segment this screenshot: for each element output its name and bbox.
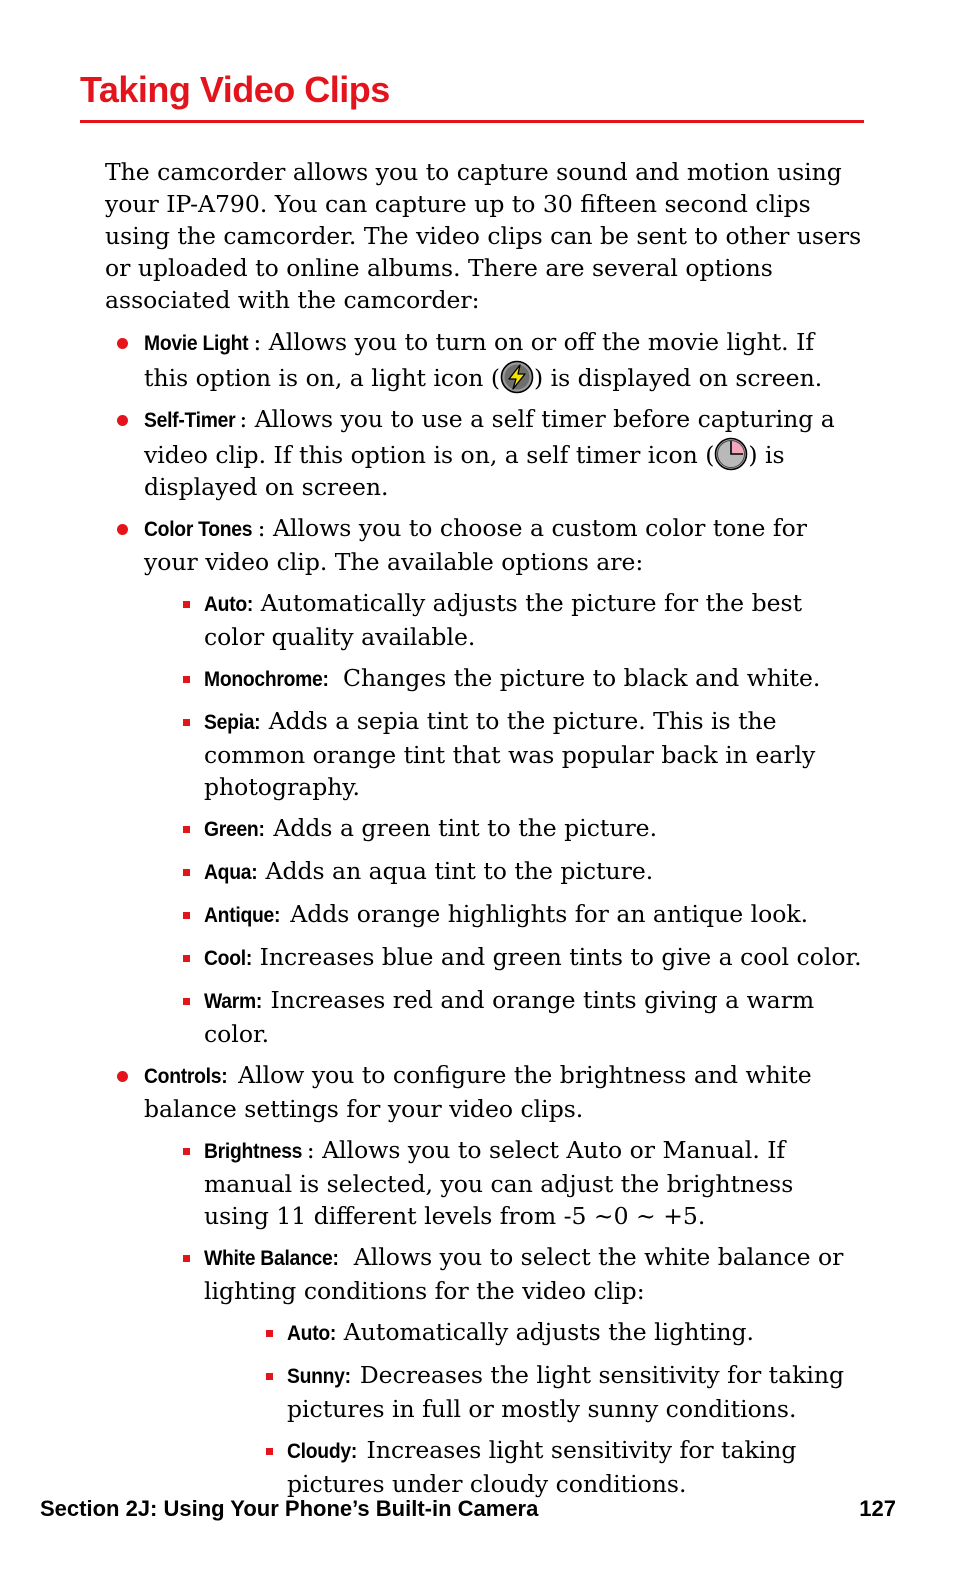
term: Sepia:	[204, 711, 261, 734]
sub-sub-item	[144, 1434, 865, 1500]
page-number: 127	[859, 1496, 896, 1521]
sub-item	[144, 1134, 865, 1232]
bullet	[183, 826, 190, 833]
term-movie-light: Movie Light	[144, 332, 249, 355]
sub-sub-item	[144, 1316, 865, 1350]
bullet	[117, 1071, 128, 1082]
item-text: Increases light sensitivity for taking pictures under cloudy conditions.	[287, 1436, 797, 1498]
list-item-movie-light	[105, 326, 865, 394]
item-text: Increases blue and green tints to give a cool color.	[252, 943, 862, 971]
lightning-bolt-icon	[500, 360, 534, 394]
term: Sunny:	[287, 1365, 351, 1388]
bullet	[183, 676, 190, 683]
item-text: Adds a sepia tint to the picture. This is the common orange tint that was popular back in early photography.	[204, 707, 816, 801]
bullet	[183, 912, 190, 919]
option-list	[105, 326, 865, 1500]
bullet	[266, 1373, 273, 1380]
bullet	[266, 1448, 273, 1455]
term: Monochrome:	[204, 668, 329, 691]
bullet	[266, 1330, 273, 1337]
color-tones-sublist	[144, 587, 865, 1050]
intro-paragraph: The camcorder allows you to capture sound and motion using your IP-A790. You can capture up to 30 fifteen second clips using the camcorder. The video clips can be sent to other users or uploaded to online albums. There are several options associated with the camcorder:	[105, 158, 862, 314]
sub-item	[144, 898, 865, 932]
item-text: Decreases the light sensitivity for taking pictures in full or mostly sunny conditions.	[287, 1361, 845, 1423]
page-content	[105, 156, 865, 1509]
timer-clock-icon	[714, 437, 748, 471]
bullet	[183, 955, 190, 962]
sub-item	[144, 984, 865, 1050]
title-divider	[80, 120, 864, 123]
bullet	[117, 338, 128, 349]
sub-item	[144, 1241, 865, 1307]
sub-item	[144, 941, 865, 975]
term: Cloudy:	[287, 1440, 357, 1463]
item-text: Changes the picture to black and white.	[335, 664, 821, 692]
item-text: Allows you to select the white balance or lighting conditions for the video clip:	[204, 1243, 844, 1305]
sub-item	[144, 812, 865, 846]
list-item-color-tones	[105, 512, 865, 1050]
term: Brightness	[204, 1140, 303, 1163]
bullet	[117, 524, 128, 535]
bullet	[117, 415, 128, 426]
item-text: Automatically adjusts the picture for the best color quality available.	[204, 589, 803, 651]
item-text: Automatically adjusts the lighting.	[336, 1318, 754, 1346]
item-text: ) is displayed on screen.	[144, 441, 785, 501]
bullet	[183, 719, 190, 726]
term: Auto:	[204, 593, 254, 616]
bullet	[183, 869, 190, 876]
footer-section-title: Section 2J: Using Your Phone’s Built-in Camera	[40, 1496, 539, 1521]
list-item-self-timer	[105, 403, 865, 503]
term-color-tones: Color Tones	[144, 518, 253, 541]
item-text: Allow you to configure the brightness and white balance settings for your video clips.	[144, 1061, 812, 1123]
sub-sub-item	[144, 1359, 865, 1425]
bullet	[183, 998, 190, 1005]
term: Warm:	[204, 990, 263, 1013]
sub-item	[144, 855, 865, 889]
term: Auto:	[287, 1322, 337, 1345]
item-text: ) is displayed on screen.	[534, 364, 823, 392]
term: Aqua:	[204, 861, 258, 884]
term: Green:	[204, 818, 265, 841]
bullet	[183, 1255, 190, 1262]
sub-item	[144, 662, 865, 696]
term-controls: Controls:	[144, 1065, 228, 1088]
bullet	[183, 601, 190, 608]
item-text: Adds a green tint to the picture.	[265, 814, 658, 842]
term: Cool:	[204, 947, 252, 970]
sub-item	[144, 587, 865, 653]
item-text: Adds orange highlights for an antique look.	[282, 900, 809, 928]
white-balance-sublist	[144, 1316, 865, 1500]
item-text: Adds an aqua tint to the picture.	[258, 857, 654, 885]
page-footer	[40, 1496, 896, 1522]
controls-sublist	[144, 1134, 865, 1307]
term: Antique:	[204, 904, 281, 927]
list-item-controls	[105, 1059, 865, 1500]
term-self-timer: Self-Timer	[144, 409, 236, 432]
item-text: : Allows you to turn on or off the movie light. If this option is on, a light icon (	[144, 328, 815, 392]
item-text: : Allows you to select Auto or Manual. If manual is selected, you can adjust the brightness using 11 different levels from -5 ~0 ~ +5.	[204, 1136, 794, 1230]
item-text: Increases red and orange tints giving a warm color.	[204, 986, 815, 1048]
item-text: : Allows you to use a self timer before capturing a video clip. If this option is on, a self timer icon (	[144, 405, 835, 469]
term: White Balance:	[204, 1247, 339, 1270]
bullet	[183, 1148, 190, 1155]
page-title: Taking Video Clips	[80, 69, 390, 110]
item-text: : Allows you to choose a custom color tone for your video clip. The available options are:	[144, 514, 808, 576]
sub-item	[144, 705, 865, 803]
